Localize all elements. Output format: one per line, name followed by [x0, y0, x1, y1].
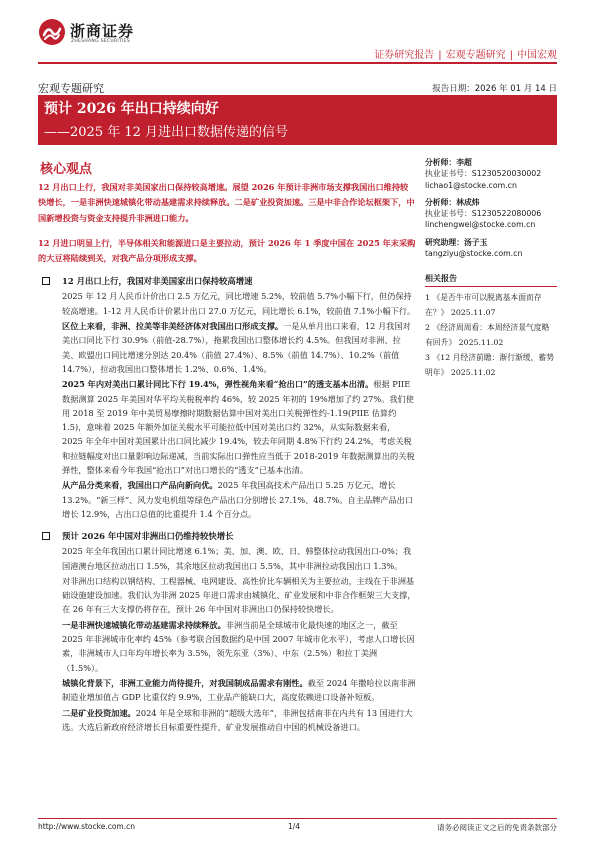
related-report-link[interactable]: 2 《经济周周看：本周经济景气度略有回升》 2025.11.02: [425, 323, 550, 348]
footer-disclaimer: 请务必阅读正文之后的免责条款部分: [437, 823, 557, 832]
nav-separator: |: [438, 50, 442, 61]
bullet-heading: 12 月出口上行，我国对非美国家出口保持较高增速: [38, 274, 416, 288]
analyst-email[interactable]: lichao1@stocke.com.cn: [425, 180, 517, 190]
page-number: 1/4: [288, 822, 301, 831]
analyst-name: 林成炜: [456, 197, 480, 207]
summary-paragraph: 12 月出口上行，我国对非美国家出口保持较高增速。展望 2026 年预计非洲市场支撑我国出口维持较快增长，一是非洲快速城镇化带动基建需求持续释放。二是矿业投资加速。三是中非合作论坛框架下，中国新增投资与资金支持提升非洲进口能力。: [38, 182, 415, 223]
summary: [38, 180, 416, 266]
body-paragraph: 一是非洲快速城镇化带动基建需求持续释放。非洲当前是全球城市化最快速的地区之一，截至 2025 年非洲城市化率约 45%（参考联合国数据约是中国 2007 年城市化水平），考虑人口增长因素，非洲城市人口年均年增长率为 3.5%，领先东亚（3%）、中东（2.5%）和拉丁美洲（1.5%）。: [62, 619, 415, 673]
related-reports-list: [425, 290, 557, 380]
analyst-role: 分析师：: [425, 197, 457, 207]
analyst-role: 研究助理：: [425, 237, 464, 247]
nav-item: 证券研究报告: [374, 50, 435, 61]
title-band: [38, 95, 557, 145]
square-bullet-icon: [42, 277, 50, 285]
brand-mark-icon: [38, 18, 66, 46]
main-content: [38, 180, 416, 734]
body-paragraph: 从产品分类来看，我国出口产品向新向优。2025 年我国高技术产品出口 5.25 万亿元，增长 13.2%。“新三样”、风力发电机组等绿色产品出口分别增长 27.1%、48.7%。自主品牌产品出口增长 12.9%，占出口总值的比重提升 1.4 个百分点。: [62, 480, 414, 519]
bullet-section: [38, 529, 416, 734]
body-paragraph: 2025 年 12 月人民币计价出口 2.5 万亿元，同比增速 5.2%，较前值 5.7%小幅下行，但仍保持较高增速。1-12 月人民币计价累计出口 27.0 万亿元，同比增长 6.1%，较前值 7.1%小幅下行。: [62, 291, 416, 316]
summary-paragraph: 12 月进口明显上行，半导体相关和能源进口是主要拉动，预计 2026 年 1 季度中国在 2025 年末采购的大豆将陆续到关，对我产品分项形成支撑。: [38, 237, 416, 264]
body-paragraph: 2025 年内对美出口累计同比下行 19.4%，弹性视角来看“抢出口”的透支基本出清。根据 PIIE 数据测算 2025 年美国对华平均关税税率约 46%，较 2025 年初的 19%增加了约 27%。我们使用 2018 至 2019 年中美贸易摩擦时期数据估算中国对美出口关税弹性约-1.19(PIIE 估算约 1.5)，意味着 2025 年额外加征关税水平可能拉低中国对美出口约 32%，从实际数据来看，2025 年全年中国对美国累计出口同比减少 19.4%，较去年同期 4.8%下行约 24.2%，考虑关税和拉链幅度对出口量影响边际递减，当前实际出口弹性应当低于 2018-2019 年数据测算出的关税弹性，整体来看今年我国“抢出口”对出口增长的“透支”已基本出清。: [62, 379, 415, 476]
body-paragraph: 区位上来看，非洲、拉美等非美经济体对我国出口形成支撑。一是从单月出口来看，12 月我国对美出口同比下行 30.9%（前值-28.7%），拖累我国出口整体增长约 4.5%。但我国对非洲、拉美、欧盟出口同比增速分别达 20.4%（前值 27.4%）、8.5%（前值 14.7%）、10.2%（前值 14.7%），拉动我国出口整体增长 1.2%、0.6%、1.4%。: [62, 321, 411, 374]
related-report-link[interactable]: 3 《12 月经济前瞻：渐行渐缓，蓄势明年》 2025.11.02: [425, 353, 554, 378]
sidebar: [425, 157, 557, 380]
analyst-card: [425, 157, 557, 191]
bullet-heading: 预计 2026 年中国对非洲出口仍维持较快增长: [38, 529, 416, 543]
bullet-section: [38, 274, 416, 521]
analyst-cert: 执业证书号：S1230522080006: [425, 209, 542, 219]
body-paragraph: 城镇化背景下，非洲工业能力尚待提升，对我国制成品需求有刚性。截至 2024 年撒哈拉以南非洲制造业增加值占 GDP 比重仅约 9.9%，工业品产能缺口大，高度依赖进口设备补短板。: [62, 677, 416, 703]
nav-separator: |: [509, 50, 513, 61]
report-date: 报告日期：2026 年 01 月 14 日: [432, 84, 557, 94]
analyst-email[interactable]: tangziyu@stocke.com.cn: [425, 249, 523, 259]
analyst-card: [425, 197, 557, 231]
analyst-name: 汤子玉: [463, 237, 488, 247]
footer-divider: [38, 818, 557, 819]
analyst-email[interactable]: linchengwei@stocke.com.cn: [425, 220, 536, 230]
nav-item: 中国宏观: [517, 50, 557, 61]
page-title: 预计 2026 年出口持续向好: [44, 101, 219, 117]
analyst-role: 分析师：: [425, 158, 457, 167]
top-nav: [374, 46, 557, 61]
footer-url[interactable]: http://www.stocke.com.cn: [38, 822, 135, 831]
brand-name: 浙商证券: [70, 22, 135, 40]
body-paragraph: 2025 年全年我国出口累计同比增速 6.1%；美、加、澳、欧、日、韩整体拉动我国出口-0%；我国港澳台地区拉动出口 1.5%，其余地区拉动我国出口 5.5%，其中非洲拉动我国出口 1.3%。: [62, 546, 412, 571]
analyst-name: 李超: [456, 158, 472, 167]
report-type: 宏观专题研究: [38, 82, 104, 95]
related-report-link[interactable]: 1 《是否牛市可以脱离基本面而存在？》 2025.11.07: [425, 293, 542, 318]
page-subtitle: ——2025 年 12 月进出口数据传递的信号: [44, 125, 289, 140]
nav-item: 宏观专题研究: [445, 50, 506, 61]
square-bullet-icon: [42, 532, 50, 540]
analyst-cert: 执业证书号：S1230520030002: [425, 169, 542, 179]
brand-logo: [38, 18, 148, 48]
header-divider: [38, 62, 557, 64]
related-reports-heading: 相关报告: [425, 273, 557, 287]
analyst-card: [425, 237, 557, 260]
section-heading: 核心观点: [40, 162, 93, 177]
body-paragraph: 对非洲出口结构以钢结构、工程器械、电网建设、高性价比车辆相关为主要拉动，主线在于非洲基础设施建设加速。我们认为非洲 2025 年进口需求由城镇化、矿业发展和中非合作框架三大支撑，在 26 年有三大支撑仍将存在，预计 26 年中国对非洲出口仍保持较快增长。: [62, 575, 416, 615]
brand-name-en: ZHESHANG SECURITIES: [71, 39, 130, 44]
body-paragraph: 二是矿业投资加速。2024 年是全球和非洲的“超级大选年”，非洲包括南非在内共有 13 国进行大选。大选后新政府经济增长目标重要性提升，矿业发展推动自中国的机械设备进口。: [62, 707, 413, 732]
